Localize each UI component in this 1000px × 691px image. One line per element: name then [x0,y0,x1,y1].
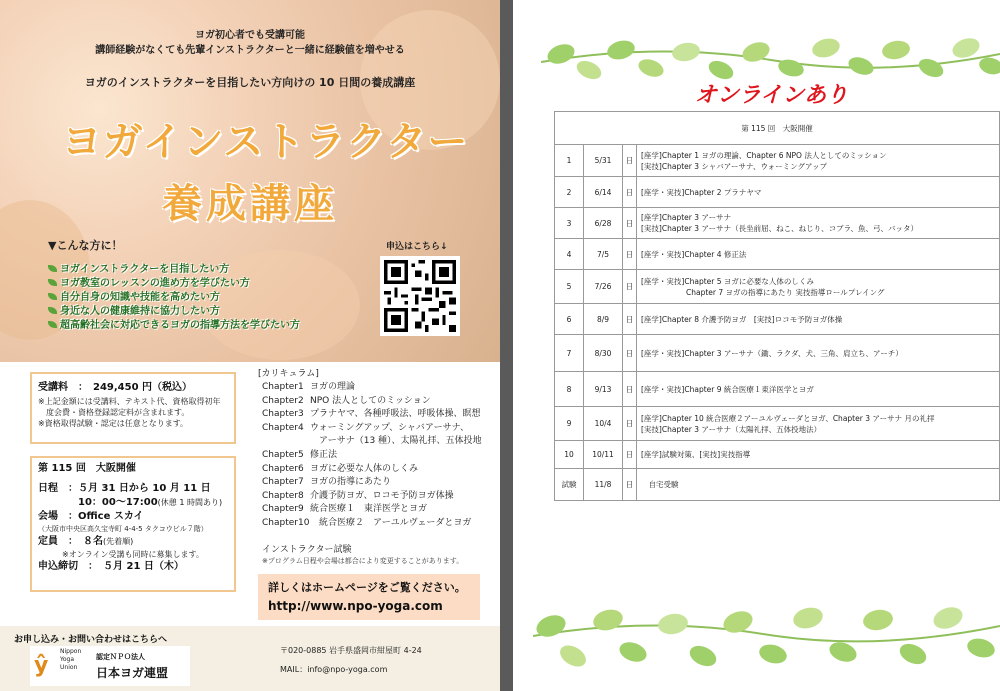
logo-english: Nippon Yoga Union [60,648,82,671]
session-line: Chapter 7 ヨガの指導にあたり 実技指導ロールプレイング [641,287,885,297]
session-number: 8 [555,372,584,407]
list-item: Chapter1 ヨガの理論 [262,382,356,392]
list-item: Chapter3 プラナヤマ、各種呼吸法、呼吸体操、瞑想 [262,409,481,420]
footer [0,626,500,691]
list-item: Chapter8 介護予防ヨガ、ロコモ予防ヨガ体操 [262,490,454,501]
page-divider [500,0,513,691]
table-row [555,372,1000,407]
session-date: 10/11 [584,441,623,469]
list-item: Chapter6 ヨガに必要な人体のしくみ [262,463,419,474]
session-line: [座学]Chapter 1 ヨガの理論、Chapter 6 NPO 法人としてのミッション [641,150,887,160]
list-item: Chapter5 修正法 [262,449,338,460]
session-line: [座学・実技]Chapter 4 修正法 [641,249,747,259]
list-item: Chapter7 ヨガの指導にあたり [262,477,392,488]
application-deadline: 申込締切 ： ５月 21 日（木） [38,561,184,572]
list-item: Chapter9 統合医療１ 東洋医学とヨガ [262,504,428,515]
session-line: [座学・実技]Chapter 2 プラナヤマ [641,187,762,197]
org-address: 〒020-0885 岩手県盛岡市紺屋町 4-24 [280,646,422,655]
session-content [637,177,1000,208]
table-row [555,239,1000,270]
session-time: 10：00～17:00(休憩 1 時間あり) [38,497,223,508]
curriculum-heading: [カリキュラム] [258,369,319,379]
session-date: 7/26 [584,270,623,304]
session-date: 6/14 [584,177,623,208]
session-weekday: 日 [623,177,637,208]
session-content [637,441,1000,469]
main-title: ヨガインストラクター [61,119,469,165]
table-row [555,145,1000,177]
session-weekday: 日 [623,239,637,270]
homepage-link[interactable]: http://www.npo-yoga.com [268,599,443,613]
session-content [637,145,1000,177]
session-content [637,469,1000,501]
session-heading: 第 115 回 大阪開催 [38,463,136,474]
session-number: 試験 [555,469,584,501]
session-number: 9 [555,407,584,441]
session-weekday: 日 [623,270,637,304]
session-line: 自宅受験 [641,480,679,489]
session-number: 6 [555,304,584,335]
list-item: 自分自身の知識や技能を高めたい方 [48,291,300,305]
session-line: [座学]Chapter 10 統合医療２アーユルヴェーダとヨガ、Chapter 3 アーサナ 月の礼拝 [641,413,935,423]
exam-label: インストラクター試験 [262,545,352,555]
session-capacity: 定員 ： ８名(先着順) [38,536,134,547]
schedule-table [554,111,1000,501]
session-date: 6/28 [584,208,623,239]
intro-line-3: ヨガのインストラクターを目指したい方向けの 10 日間の養成講座 [84,76,416,89]
table-row [555,208,1000,239]
session-weekday: 日 [623,145,637,177]
session-number: 2 [555,177,584,208]
session-content [637,335,1000,372]
session-box [30,456,236,592]
table-row [555,407,1000,441]
list-item: Chapter10 統合医療２ アーユルヴェーダとヨガ [262,517,472,528]
intro-line-1: ヨガ初心者でも受講可能 [195,30,305,41]
fee-box [30,372,236,444]
apply-label: 申込はこちら↓ [386,242,448,252]
leaf-icon [48,293,57,300]
session-number: 3 [555,208,584,239]
session-date: 5/31 [584,145,623,177]
session-weekday: 日 [623,372,637,407]
schedule-page [513,0,1000,691]
venue-address: （大阪市中央区高久宝寺町 4-4-5 タクコウビル７階） [38,525,208,533]
hero-banner [0,0,500,362]
for-whom-list [48,263,300,333]
leaf-icon [48,265,57,272]
session-weekday: 日 [623,407,637,441]
online-note: ※オンライン受講も同時に募集します。 [62,550,204,559]
table-row [555,177,1000,208]
leaf-icon [48,279,57,286]
leaf-vine-decoration [533,596,1000,684]
org-email[interactable]: MAIL：info@npo-yoga.com [280,665,388,674]
homepage-text: 詳しくはホームページをご覧ください。 [268,581,466,594]
table-row [555,270,1000,304]
session-content [637,407,1000,441]
session-number: 7 [555,335,584,372]
main-subtitle: 養成講座 [162,181,338,227]
session-date: 7/5 [584,239,623,270]
session-line: [座学・実技]Chapter 3 アーサナ（鋤、ラクダ、犬、三角、肩立ち、アーチ） [641,348,903,358]
list-item: ヨガインストラクターを目指したい方 [48,263,300,277]
session-venue: 会場 ：Office スカイ [38,511,144,522]
session-date: 11/8 [584,469,623,501]
for-whom-heading: ▼こんな方に！ [48,239,123,252]
list-item: アーサナ（13 種）、太陽礼拝、五体投地 [310,436,482,447]
session-line: [座学]Chapter 8 介護予防ヨガ [実技]ロコモ予防ヨガ体操 [641,314,843,324]
leaf-icon [48,321,57,328]
fee-note: ※上記金額には受講料、テキスト代、資格取得初年 [38,397,221,406]
list-item: Chapter2 NPO 法人としてのミッション [262,395,431,406]
session-content [637,270,1000,304]
session-number: 4 [555,239,584,270]
fee-note: ※資格取得試験・認定は任意となります。 [38,419,189,428]
session-line: [実技]Chapter 3 シャバアーサナ、ウォーミングアップ [641,161,828,171]
homepage-box [258,574,480,620]
table-row [555,335,1000,372]
session-line: [座学・実技]Chapter 5 ヨガに必要な人体のしくみ [641,276,814,286]
session-date: 8/30 [584,335,623,372]
session-number: 5 [555,270,584,304]
session-line: [座学]試験対策、[実技]実技指導 [641,450,751,459]
session-line: [実技]Chapter 3 アーサナ（太陽礼拝、五体投地法） [641,424,822,434]
table-header: 第 115 回 大阪開催 [555,112,1000,145]
intro-line-2: 講師経験がなくても先輩インストラクターと一緒に経験値を増やせる [95,45,405,56]
session-weekday: 日 [623,441,637,469]
session-content [637,208,1000,239]
session-line: [座学・実技]Chapter 9 統合医療１東洋医学とヨガ [641,384,814,394]
session-weekday: 日 [623,335,637,372]
fee-amount: 受講料 ： 249,450 円（税込） [38,382,193,393]
session-date: 8/9 [584,304,623,335]
qr-code[interactable] [380,256,460,336]
table-row [555,441,1000,469]
online-banner: オンラインあり [694,83,849,108]
session-number: 1 [555,145,584,177]
list-item: ヨガ教室のレッスンの進め方を学びたい方 [48,277,300,291]
session-date: 9/13 [584,372,623,407]
list-item: Chapter4 ウォーミングアップ、シャバアーサナ、 [262,422,470,433]
session-weekday: 日 [623,208,637,239]
org-name: 日本ヨガ連盟 [96,666,169,680]
session-dates: 日程 ：５月 31 日から 10 月 11 日 [38,483,211,494]
program-note: ※プログラム日程や会場は都合により変更することがあります。 [262,557,464,565]
org-logo [30,646,190,686]
table-row [555,304,1000,335]
session-number: 10 [555,441,584,469]
list-item: 身近な人の健康維持に協力したい方 [48,305,300,319]
list-item: 超高齢社会に対応できるヨガの指導方法を学びたい方 [48,319,300,333]
table-row [555,469,1000,501]
fee-note: 度会費・資格登録認定料が含まれます。 [38,408,190,417]
contact-title: お申し込み・お問い合わせはこちらへ [14,635,168,645]
qr-code-icon [384,260,456,332]
session-content [637,372,1000,407]
session-weekday: 日 [623,469,637,501]
session-content [637,239,1000,270]
session-line: [実技]Chapter 3 アーサナ（長坐前屈、ねこ、ねじり、コブラ、魚、弓、バッタ） [641,224,919,233]
session-line: [座学]Chapter 3 アーサナ [641,213,732,222]
session-content [637,304,1000,335]
session-date: 10/4 [584,407,623,441]
yoga-union-logo-icon: ŷ [34,653,49,678]
session-weekday: 日 [623,304,637,335]
curriculum-list [262,381,482,531]
corp-label: 認定ＮＰＯ法人 [96,653,145,661]
leaf-icon [48,307,57,314]
